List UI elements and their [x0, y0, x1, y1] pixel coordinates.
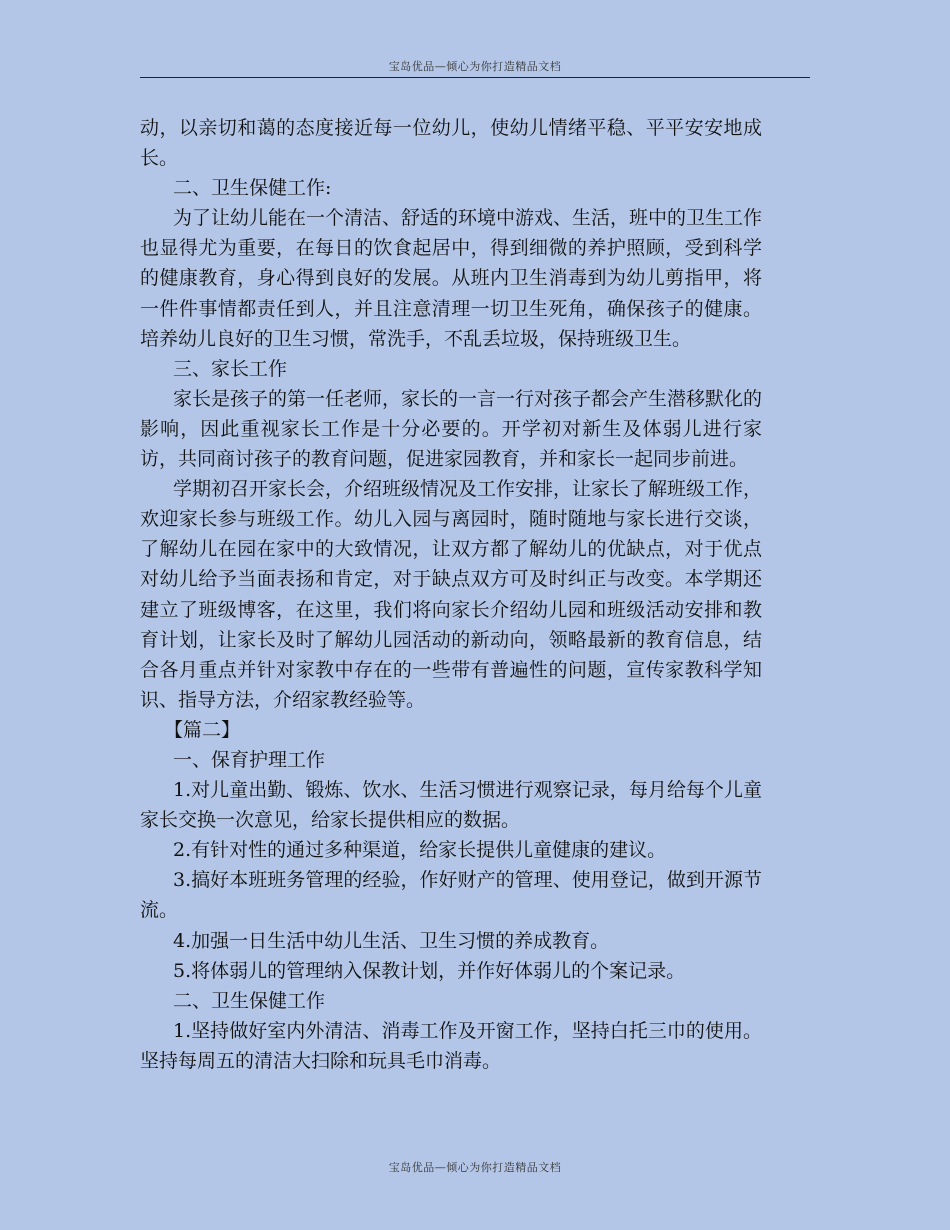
- list-item: 5.将体弱儿的管理纳入保教计划，并作好体弱儿的个案记录。: [173, 959, 686, 982]
- page-header: 宝岛优品—倾心为你打造精品文档: [388, 60, 562, 73]
- paragraph: 为了让幼儿能在一个清洁、舒适的环境中游戏、生活，班中的卫生工作也显得尤为重要，在每日的饮食起居中，得到细微的养护照顾，受到科学的健康教育，身心得到良好的发展。从班内卫生消毒到为幼儿剪指甲，将一件件事情都责任到人，并且注意清理一切卫生死角，确保孩子的健康。培养幼儿良好的卫生习惯，常洗手，不乱丢垃圾，保持班级卫生。: [140, 207, 763, 350]
- header-rule: [140, 77, 810, 78]
- page-footer: 宝岛优品—倾心为你打造精品文档: [388, 1161, 562, 1174]
- chapter-heading: 【篇二】: [164, 718, 241, 741]
- section-heading: 一、保育护理工作: [173, 748, 326, 771]
- list-item: 1.坚持做好室内外清洁、消毒工作及开窗工作，坚持白托三巾的使用。坚持每周五的清洁大扫除和玩具毛巾消毒。: [140, 1019, 762, 1072]
- list-item: 3.搞好本班班务管理的经验，作好财产的管理、使用登记，做到开源节流。: [140, 869, 762, 922]
- list-item: 1.对儿童出勤、锻炼、饮水、生活习惯进行观察记录，每月给每个儿童家长交换一次意见，给家长提供相应的数据。: [140, 779, 762, 832]
- document-body: [140, 113, 762, 1076]
- paragraph: 动，以亲切和蔼的态度接近每一位幼儿，使幼儿情绪平稳、平平安安地成长。: [140, 117, 762, 170]
- paragraph: 家长是孩子的第一任老师，家长的一言一行对孩子都会产生潜移默化的影响，因此重视家长工作是十分必要的。开学初对新生及体弱儿进行家访，共同商讨孩子的教育问题，促进家园教育，并和家长一起同步前进。: [140, 387, 763, 471]
- section-heading: 二、卫生保健工作:: [173, 177, 332, 200]
- list-item: 2.有针对性的通过多种渠道，给家长提供儿童健康的建议。: [173, 839, 667, 862]
- section-heading: 三、家长工作: [173, 357, 288, 380]
- paragraph: 学期初召开家长会，介绍班级情况及工作安排，让家长了解班级工作，欢迎家长参与班级工作。幼儿入园与离园时，随时随地与家长进行交谈，了解幼儿在园在家中的大致情况，让双方都了解幼儿的优缺点，对于优点对幼儿给予当面表扬和肯定，对于缺点双方可及时纠正与改变。本学期还建立了班级博客，在这里，我们将向家长介绍幼儿园和班级活动安排和教育计划，让家长及时了解幼儿园活动的新动向，领略最新的教育信息，结合各月重点并针对家教中存在的一些带有普遍性的问题，宣传家教科学知识、指导方法，介绍家教经验等。: [140, 478, 763, 711]
- list-item: 4.加强一日生活中幼儿生活、卫生习惯的养成教育。: [173, 929, 610, 952]
- section-heading: 二、卫生保健工作: [173, 989, 326, 1012]
